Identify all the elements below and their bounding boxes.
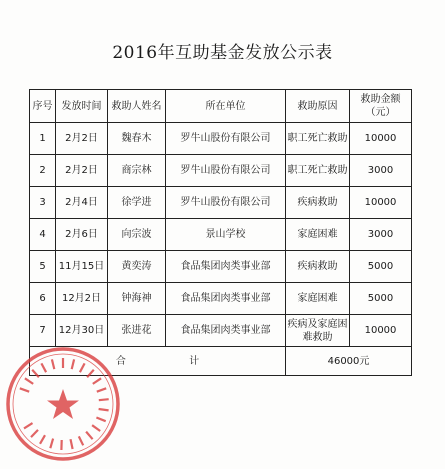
seal-letter-mark	[72, 359, 74, 369]
seal-letter-mark	[32, 370, 39, 377]
header-amount-line1: 救助金额	[360, 94, 401, 105]
cell-name: 商宗林	[108, 155, 166, 187]
header-no: 序号	[30, 90, 56, 123]
cell-reason: 家庭困难	[286, 219, 350, 251]
table-row	[30, 315, 412, 347]
cell-date: 2月2日	[56, 155, 108, 187]
cell-name: 魏春木	[108, 123, 166, 155]
header-date: 发放时间	[56, 90, 108, 123]
cell-no: 3	[30, 187, 56, 219]
seal-letter-mark	[96, 418, 105, 422]
seal-letter-mark	[93, 378, 101, 384]
cell-date: 2月6日	[56, 219, 108, 251]
cell-reason-line2: 难救助	[302, 331, 333, 343]
cell-name: 张进花	[108, 315, 166, 347]
seal-letter-mark	[79, 436, 83, 445]
total-amount: 46000元	[286, 347, 412, 376]
cell-date: 11月15日	[56, 251, 108, 283]
cell-no: 1	[30, 123, 56, 155]
seal-letter-mark	[99, 399, 109, 400]
seal-letter-mark	[92, 425, 100, 431]
cell-name: 钟海神	[108, 283, 166, 315]
cell-amount: 3000	[350, 219, 412, 251]
seal-letter-mark	[52, 359, 54, 369]
total-label-text: 合 计	[115, 355, 230, 367]
cell-unit: 罗牛山股份有限公司	[166, 123, 286, 155]
seal-letter-mark	[24, 423, 33, 428]
seal-letter-mark	[86, 432, 93, 440]
header-amount-line2: （元）	[365, 107, 396, 118]
cell-amount: 3000	[350, 155, 412, 187]
cell-amount: 5000	[350, 251, 412, 283]
cell-reason-line1: 疾病及家庭困	[287, 318, 348, 330]
seal-letter-mark	[40, 435, 45, 444]
cell-no: 7	[30, 315, 56, 347]
seal-letter-mark	[41, 363, 46, 372]
seal-letter-mark	[25, 378, 33, 384]
page-title: 2016年互助基金发放公示表	[112, 43, 333, 63]
table-row	[30, 187, 412, 219]
cell-date: 12月30日	[56, 315, 108, 347]
cell-no: 5	[30, 251, 56, 283]
table-row	[30, 251, 412, 283]
seal-letter-mark	[97, 388, 106, 391]
table-header-row	[30, 90, 412, 123]
cell-unit: 罗牛山股份有限公司	[166, 187, 286, 219]
cell-date: 2月4日	[56, 187, 108, 219]
header-name: 救助人姓名	[108, 90, 166, 123]
header-amount	[350, 90, 412, 123]
cell-reason: 疾病救助	[286, 251, 350, 283]
cell-name: 向宗波	[108, 219, 166, 251]
table-row	[30, 123, 412, 155]
seal-letter-mark	[87, 370, 94, 377]
cell-name: 徐学进	[108, 187, 166, 219]
cell-unit: 食品集团肉类事业部	[166, 283, 286, 315]
cell-reason: 职工死亡救助	[286, 123, 350, 155]
cell-no: 4	[30, 219, 56, 251]
seal-letter-mark	[99, 409, 109, 410]
cell-name: 黄奕涛	[108, 251, 166, 283]
cell-reason	[286, 315, 350, 347]
cell-unit: 景山学校	[166, 219, 286, 251]
header-unit: 所在单位	[166, 90, 286, 123]
cell-reason: 职工死亡救助	[286, 155, 350, 187]
cell-reason: 疾病救助	[286, 187, 350, 219]
cell-amount: 10000	[350, 315, 412, 347]
table-row	[30, 155, 412, 187]
cell-amount: 10000	[350, 187, 412, 219]
cell-unit: 食品集团肉类事业部	[166, 315, 286, 347]
seal-graphic	[4, 345, 122, 463]
seal-letter-mark	[20, 388, 29, 391]
seal-letter-mark	[80, 363, 85, 372]
cell-unit: 罗牛山股份有限公司	[166, 155, 286, 187]
cell-no: 2	[30, 155, 56, 187]
cell-no: 6	[30, 283, 56, 315]
table-row	[30, 219, 412, 251]
header-reason: 救助原因	[286, 90, 350, 123]
aid-table	[29, 89, 412, 376]
seal-letter-mark	[31, 430, 38, 437]
cell-reason: 家庭困难	[286, 283, 350, 315]
cell-amount: 5000	[350, 283, 412, 315]
official-seal-stamp	[4, 345, 122, 463]
cell-unit: 食品集团肉类事业部	[166, 251, 286, 283]
cell-date: 12月2日	[56, 283, 108, 315]
cell-amount: 10000	[350, 123, 412, 155]
table-row	[30, 283, 412, 315]
cell-date: 2月2日	[56, 123, 108, 155]
seal-star-icon	[47, 389, 79, 419]
seal-letter-mark	[50, 439, 53, 449]
seal-letter-mark	[71, 439, 73, 449]
